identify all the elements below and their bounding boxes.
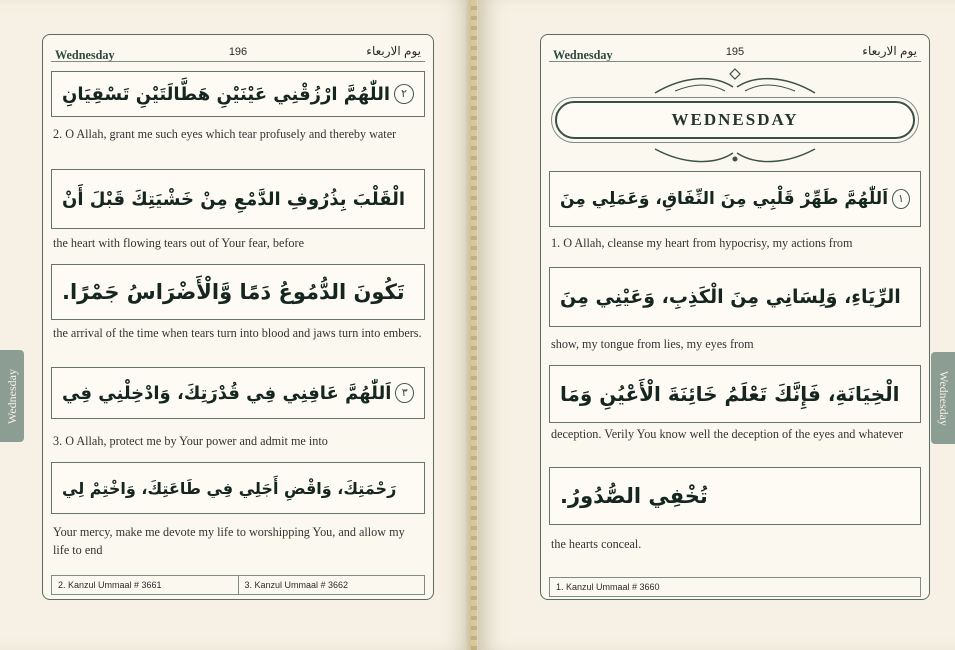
reference: 2. Kanzul Ummaal # 3661 [58, 580, 162, 590]
right-page-frame [540, 34, 930, 600]
reference: 1. Kanzul Ummaal # 3660 [556, 582, 660, 592]
arabic-text: اَللّٰهُمَّ طَهِّرْ قَلْبِي مِنَ النِّفَاقِ، وَعَمَلِي مِنَ [560, 189, 889, 209]
arabic-text: اَللّٰهُمَّ عَافِنِي فِي قُدْرَتِكَ، وَادْخِلْنِي فِي [62, 382, 392, 404]
arabic-text: تَكُونَ الدُّمُوعُ دَمًا وَّالْأَضْرَاسُ جَمْرًا. [62, 280, 405, 304]
arabic-line-box [549, 267, 921, 327]
side-tab-label: Wednesday [4, 368, 19, 424]
english-translation: the arrival of the time when tears turn into blood and jaws turn into embers. [53, 326, 422, 340]
arabic-text: رَحْمَتِكَ، وَاقْضِ أَجَلِي فِي طَاعَتِكَ، وَاخْتِمْ لِي [62, 478, 397, 498]
arabic-text: تُخْفِي الصُّدُورُ. [560, 484, 708, 508]
arabic-line-box [51, 462, 425, 514]
arabic-line-box [51, 264, 425, 320]
arabic-text: اللّٰهُمَّ ارْزُقْنِي عَيْنَيْنِ هَطَّالَتَيْنِ تَسْقِيَانِ [62, 83, 391, 105]
english-translation: 2. O Allah, grant me such eyes which tear profusely and thereby water [53, 127, 397, 141]
side-tab-label: Wednesday [936, 370, 951, 426]
banner-title: WEDNESDAY [671, 110, 799, 129]
arabic-line-box [549, 365, 921, 423]
side-tab-right [931, 352, 955, 444]
right-page [478, 0, 955, 650]
arabic-text: الْقَلْبَ بِذُرُوفِ الدَّمْعِ مِنْ خَشْيَتِكَ قَبْلَ أَنْ [62, 188, 406, 210]
arabic-line-box [51, 71, 425, 117]
running-head-day-en: Wednesday [553, 48, 613, 62]
arabic-line-box [51, 367, 425, 419]
reference: 3. Kanzul Ummaal # 3662 [238, 576, 425, 594]
header-rule [51, 61, 425, 62]
binding-thread [471, 0, 477, 650]
arabic-line-box [51, 169, 425, 229]
page-number: 195 [725, 46, 745, 58]
verse-number-badge: ٢ [394, 84, 414, 104]
top-ornament-icon [645, 65, 825, 99]
bottom-ornament-icon [645, 145, 825, 169]
english-translation: 1. O Allah, cleanse my heart from hypocrisy, my actions from [551, 236, 853, 250]
references-row [51, 575, 425, 595]
arabic-line-box [549, 171, 921, 227]
english-translation: the heart with flowing tears out of Your fear, before [53, 236, 304, 250]
day-banner [555, 101, 915, 139]
english-translation: the hearts conceal. [551, 537, 642, 551]
verse-number-badge: ٣ [395, 383, 414, 403]
running-head-day-ar: يوم الاربعاء [862, 44, 917, 58]
arabic-text: الرِّيَاءِ، وَلِسَانِي مِنَ الْكَذِبِ، وَعَيْنِي مِنَ [560, 286, 901, 308]
english-translation: Your mercy, make me devote my life to worshipping You, and allow my life to end [53, 525, 405, 557]
running-head-day-ar: يوم الاربعاء [366, 44, 421, 58]
english-translation: show, my tongue from lies, my eyes from [551, 337, 754, 351]
english-translation: 3. O Allah, protect me by Your power and admit me into [53, 434, 328, 448]
references-row [549, 577, 921, 597]
arabic-text: الْخِيَانَةِ، فَإِنَّكَ تَعْلَمُ خَائِنَةَ الْأَعْيُنِ وَمَا [560, 382, 900, 406]
running-head-day-en: Wednesday [55, 48, 115, 62]
running-head [55, 43, 421, 61]
left-page-frame [42, 34, 434, 600]
running-head [553, 43, 917, 61]
header-rule [549, 61, 921, 62]
page-number: 196 [228, 46, 248, 58]
left-page [0, 0, 470, 650]
english-translation: deception. Verily You know well the deception of the eyes and whatever [551, 427, 904, 441]
side-tab-left [0, 350, 24, 442]
arabic-line-box [549, 467, 921, 525]
verse-number-badge: ١ [892, 189, 910, 209]
